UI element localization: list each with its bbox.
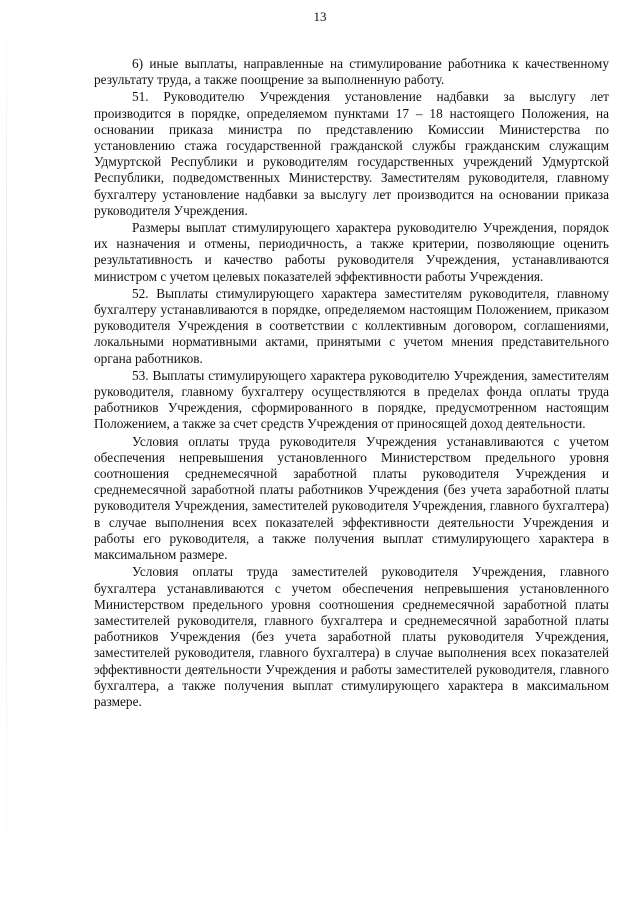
paragraph-53: 53. Выплаты стимулирующего характера руководителю Учреждения, заместителям руководителя, главному бухгалтеру осуществляются в пределах фонда оплаты труда работников Учреждения, сформированного в порядке, предусмотренном настоящим Положением, а также за счет средств Учреждения от приносящей доход деятельности. (94, 367, 609, 432)
paragraph-52: 52. Выплаты стимулирующего характера заместителям руководителя, главному бухгалтеру устанавливаются в порядке, определяемом настоящим Положением, приказом руководителя Учреждения в соответствии с коллективным договором, соглашениями, локальными нормативными актами, принятыми с учетом мнения представительного органа работников. (94, 285, 609, 366)
paragraph-director-pay-conditions: Условия оплаты труда руководителя Учреждения устанавливаются с учетом обеспечения непревышения установленного Министерством предельного уровня соотношения среднемесячной заработной платы руководителя Учреждения и среднемесячной заработной платы работников Учреждения (без учета заработной платы руководителя Учреждения, заместителей руководителя Учреждения, главного бухгалтера) в случае выполнения всех показателей эффективности деятельности Учреждения и работы его руководителя, а также получения выплат стимулирующего характера в максимальном размере. (94, 433, 609, 563)
paragraph-item-6: 6) иные выплаты, направленные на стимулирование работника к качественному результату труда, а также поощрение за выполненную работу. (94, 56, 609, 88)
paragraph-51: 51. Руководителю Учреждения установление надбавки за выслугу лет производится в порядке, определяемом пунктами 17 – 18 настоящего Положения, на основании приказа министра по представлению Комиссии Министерства по установлению стажа государственной гражданской службы гражданским служащим Удмуртской Республики и руководителям государственных учреждений Удмуртской Республики, подведомственных Министерству. Заместителям руководителя, главному бухгалтеру установление надбавки за выслугу лет производится на основании приказа руководителя Учреждения. (94, 89, 609, 218)
document-body (94, 56, 609, 710)
paragraph-stimulus-size: Размеры выплат стимулирующего характера руководителю Учреждения, порядок их назначения и отмены, периодичность, а также критерии, позволяющие оценить результативность и качество работы руководителя Учреждения, устанавливаются министром с учетом целевых показателей эффективности работы Учреждения. (94, 220, 609, 284)
page-number: 13 (313, 9, 327, 24)
scan-edge-artifact (6, 0, 7, 905)
paragraph-deputies-pay-conditions: Условия оплаты труда заместителей руководителя Учреждения, главного бухгалтера устанавливаются с учетом обеспечения непревышения установленного Министерством предельного уровня соотношения среднемесячной заработной платы заместителей руководителя, главного бухгалтера и среднемесячной заработной платы работников Учреждения (без учета заработной платы руководителя Учреждения, заместителей руководителя, главного бухгалтера) в случае выполнения всех показателей эффективности деятельности Учреждения и работы заместителей руководителя, главного бухгалтера, а также получения выплат стимулирующего характера в максимальном размере. (94, 564, 609, 709)
